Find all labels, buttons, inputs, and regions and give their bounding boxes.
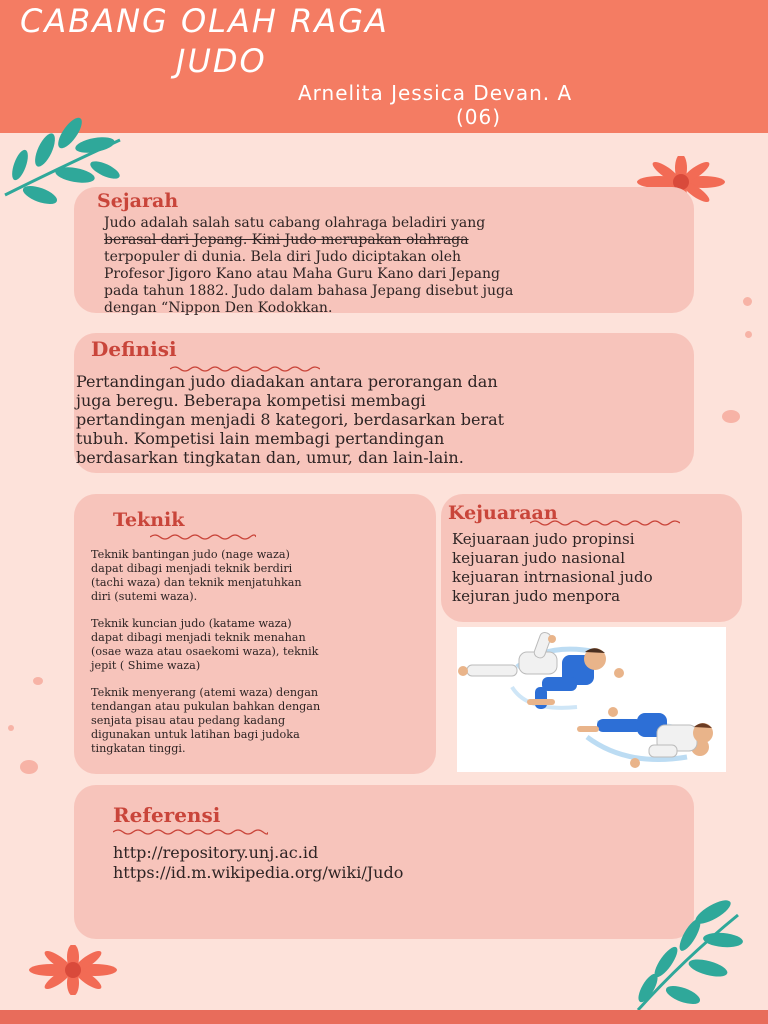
text-line: tingkatan tinggi. [91,742,186,755]
referensi-heading: Referensi [113,803,221,827]
decor-dot [20,760,38,774]
text-line: tendangan atau pukulan bahkan dengan [91,700,321,713]
footer-bar [0,1010,768,1024]
referensi-text [113,843,403,883]
text-line: (osae waza atau osaekomi waza), teknik [91,645,319,658]
text-line: Kejuaraan judo propinsi [452,530,635,548]
teknik-heading: Teknik [113,509,185,531]
kejuaraan-text [452,530,653,606]
reference-link[interactable]: http://repository.unj.ac.id [113,843,319,862]
author-number: (06) [456,105,502,129]
page-title-line1: CABANG OLAH RAGA [20,2,389,40]
teknik-paragraph [91,686,320,756]
text-line: pada tahun 1882. Judo dalam bahasa Jepang disebut juga [104,283,514,299]
decor-dot [722,410,740,423]
leaf-branch-icon [628,900,748,1015]
teknik-paragraph [91,548,320,604]
judo-throw-icon [457,627,726,772]
text-line: terpopuler di dunia. Bela diri Judo diciptakan oleh [104,249,462,265]
kejuaraan-heading: Kejuaraan [448,502,558,524]
teknik-paragraph [91,617,320,673]
text-line: kejuran judo menpora [452,587,621,605]
definisi-heading: Definisi [91,337,177,361]
text-line: senjata pisau atau pedang kadang [91,714,286,727]
heading-underline [530,519,680,527]
decor-dot [8,725,14,731]
text-line: tubuh. Kompetisi lain membagi pertandingan [76,429,445,448]
text-line: kejuaran judo nasional [452,549,626,567]
text-line: dengan “Nippon Den Kodokkan. [104,300,333,316]
decor-dot [745,331,752,338]
heading-underline [150,533,256,541]
author-name: Arnelita Jessica Devan. A [298,81,573,105]
heading-underline [113,828,268,836]
page-title-line2: JUDO [176,42,267,80]
text-line: jepit ( Shime waza) [91,659,201,672]
text-line: Teknik kuncian judo (katame waza) [91,617,292,630]
judo-illustration [457,627,726,772]
text-line: diri (sutemi waza). [91,590,198,603]
definisi-text [76,372,504,467]
text-line: juga beregu. Beberapa kompetisi membagi [76,391,426,410]
text-line: Profesor Jigoro Kano atau Maha Guru Kano dari Jepang [104,266,500,282]
sejarah-heading: Sejarah [97,190,179,212]
sejarah-text [104,215,513,317]
decor-dot [33,677,43,685]
text-line: Teknik bantingan judo (nage waza) [91,548,290,561]
text-line: dapat dibagi menjadi teknik menahan [91,631,306,644]
flower-icon [26,945,120,995]
teknik-text [91,548,320,769]
text-line: digunakan untuk latihan bagi judoka [91,728,300,741]
decor-dot [743,297,752,306]
text-line: pertandingan menjadi 8 kategori, berdasarkan berat [76,410,505,429]
text-line: Judo adalah salah satu cabang olahraga beladiri yang [104,215,486,231]
text-line: Teknik menyerang (atemi waza) dengan [91,686,319,699]
text-line: dapat dibagi menjadi teknik berdiri [91,562,293,575]
text-line: berdasarkan tingkatan dan, umur, dan lain-lain. [76,448,464,467]
text-line: berasal dari Jepang. Kini Judo merupakan olahraga [104,232,469,248]
text-line: (tachi waza) dan teknik menjatuhkan [91,576,302,589]
text-line: kejuaran intrnasional judo [452,568,653,586]
text-line: Pertandingan judo diadakan antara perorangan dan [76,372,498,391]
reference-link[interactable]: https://id.m.wikipedia.org/wiki/Judo [113,863,404,882]
